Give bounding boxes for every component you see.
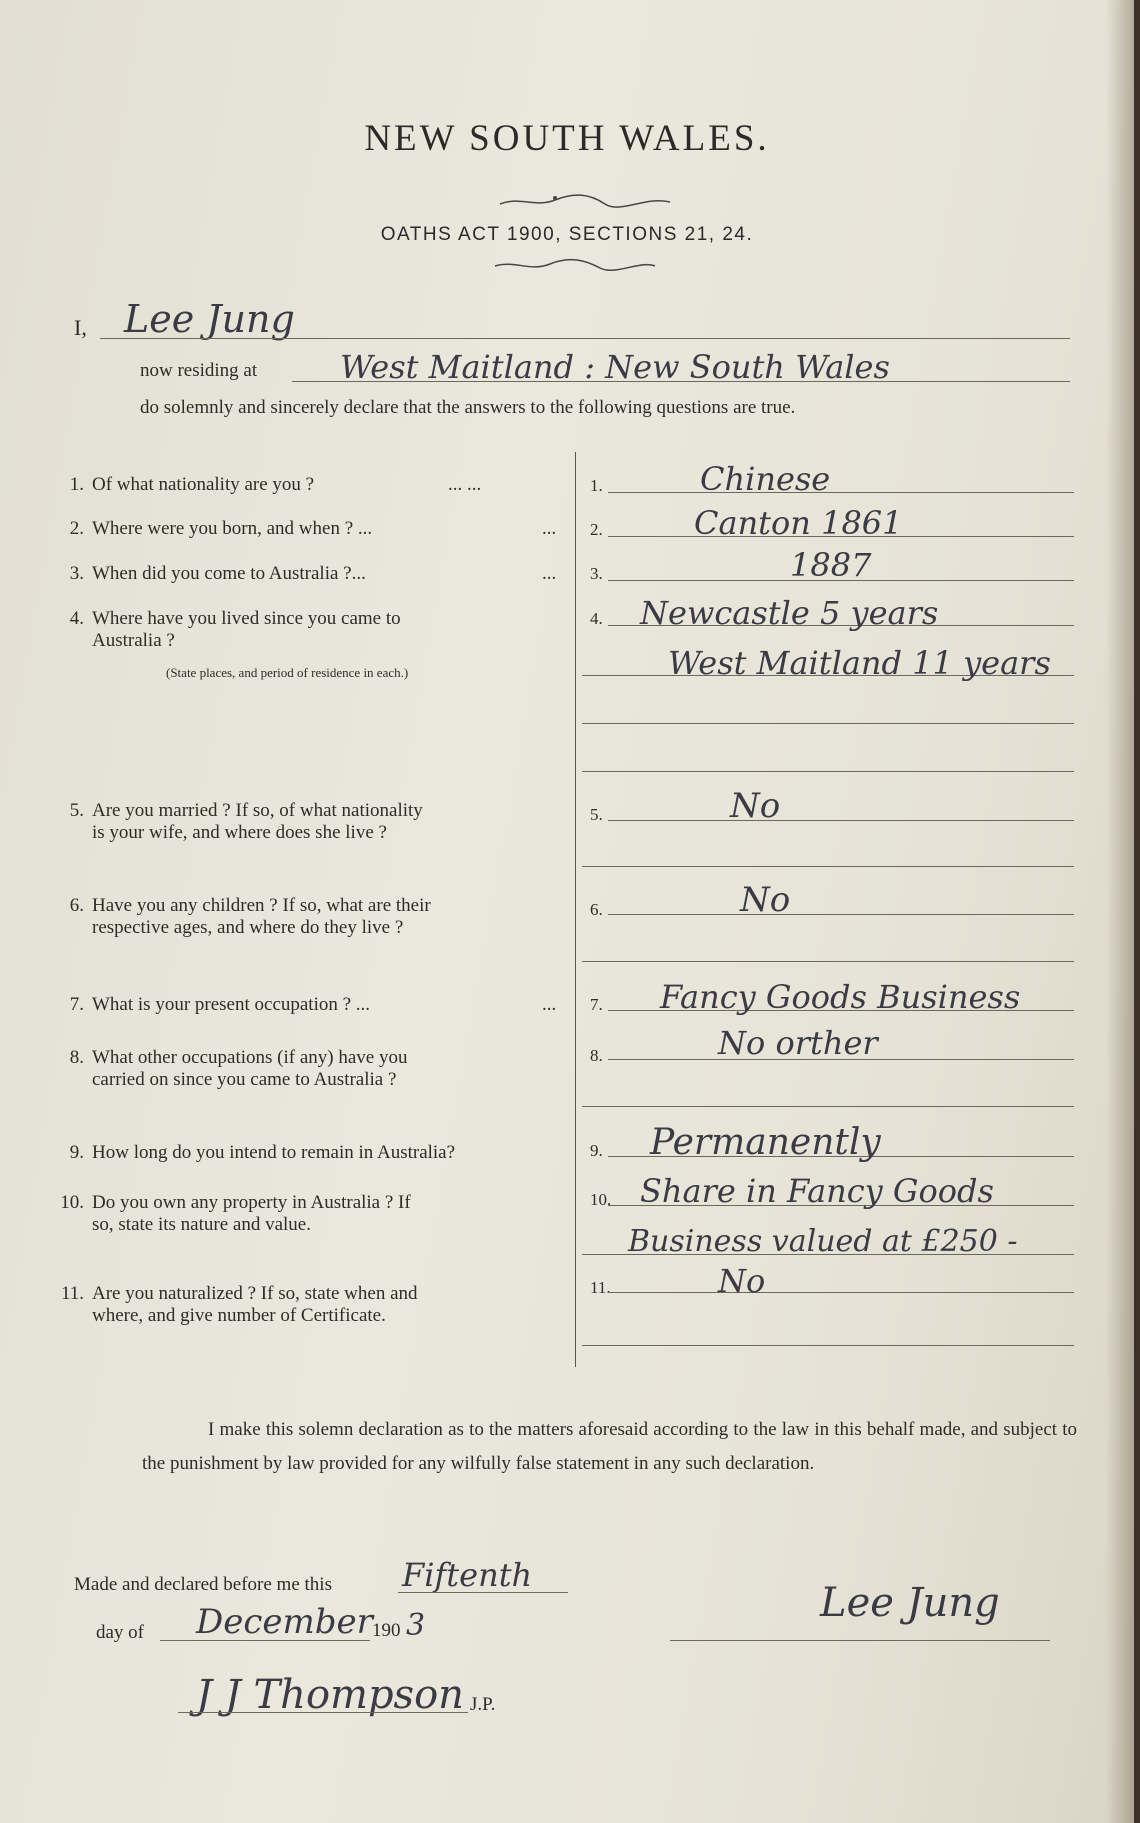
answer-10b: Business valued at £250 - [628, 1224, 1018, 1259]
page-edge-shadow [1106, 0, 1134, 1823]
question-9: 9. How long do you intend to remain in Australia? [69, 1142, 456, 1163]
declaration-intro: do solemnly and sincerely declare that the answers to the following questions are true. [140, 397, 796, 418]
question-3: 3. When did you come to Australia ?... ... [69, 563, 557, 584]
answer-line-6 [608, 914, 1074, 915]
question-5: 5. Are you married ? If so, of what nationality is your wife, and where does she live ? [69, 800, 423, 843]
answer-number-6: 6. [590, 900, 603, 919]
day-of-label: day of [96, 1622, 145, 1643]
day-value: Fiftenth [402, 1556, 533, 1594]
question-6: 6. Have you any children ? If so, what are their respective ages, and where do they live ? [69, 895, 431, 938]
answer-10a: Share in Fancy Goods [640, 1172, 994, 1210]
document-title: NEW SOUTH WALES. [364, 118, 770, 159]
month-value: December [196, 1602, 373, 1642]
answer-number-2: 2. [590, 520, 603, 539]
month-line [160, 1640, 370, 1641]
answer-3: 1887 [790, 546, 872, 584]
answer-number-5: 5. [590, 805, 603, 824]
answer-8: No orther [718, 1024, 878, 1062]
answer-5: No [730, 786, 781, 826]
answer-2: Canton 1861 [694, 504, 903, 542]
question-10: 10. Do you own any property in Australia ? If so, state its nature and value. [60, 1192, 411, 1235]
year-digit: 3 [406, 1608, 426, 1643]
residence-line [292, 381, 1070, 382]
answer-number-7: 7. [590, 995, 603, 1014]
answer-number-1: 1. [590, 476, 603, 495]
answer-number-9: 9. [590, 1141, 603, 1160]
solemn-declaration-paragraph: I make this solemn declaration as to the matters aforesaid according to the law in this behalf made, and subject to the punishment by law provided for any wilfully false statement in any such declaration. [142, 1419, 1077, 1474]
question-1: 1. Of what nationality are you ? ... ... [69, 474, 482, 495]
answer-line-8b [582, 1106, 1074, 1107]
answer-4b: West Maitland 11 years [668, 644, 1051, 682]
made-declared-label: Made and declared before me this [74, 1574, 332, 1595]
answer-line-1 [608, 492, 1074, 493]
answer-number-10: 10. [590, 1190, 612, 1209]
answer-line-6b [582, 961, 1074, 962]
declarant-prefix: I, [74, 315, 87, 340]
answer-4a: Newcastle 5 years [640, 594, 939, 632]
answer-line-4d [582, 771, 1074, 772]
residence-value: West Maitland : New South Wales [340, 348, 890, 386]
answer-line-5 [608, 820, 1074, 821]
ornament-flourish-top [495, 190, 675, 214]
declarant-name: Lee Jung [124, 297, 295, 341]
day-line [398, 1592, 568, 1593]
answer-number-4: 4. [590, 609, 603, 628]
jp-signature: J J Thompson [196, 1672, 464, 1718]
question-4-note: (State places, and period of residence in each.) [166, 665, 409, 680]
answer-number-11: 11. [590, 1278, 611, 1297]
jp-label: J.P. [470, 1694, 496, 1715]
answer-line-5b [582, 866, 1074, 867]
answer-7: Fancy Goods Business [660, 978, 1021, 1016]
column-divider [575, 452, 576, 1367]
declarant-signature-line [670, 1640, 1050, 1641]
declarant-signature: Lee Jung [820, 1580, 1000, 1626]
answer-line-4c [582, 723, 1074, 724]
question-11: 11. Are you naturalized ? If so, state when and where, and give number of Certificate. [60, 1283, 418, 1326]
name-line [100, 338, 1070, 339]
question-2: 2. Where were you born, and when ? ... ... [69, 518, 557, 539]
answer-11: No [718, 1262, 766, 1300]
answer-1: Chinese [700, 460, 831, 498]
question-4: 4. Where have you lived since you came to Australia ? [69, 608, 401, 651]
answer-line-11b [582, 1345, 1074, 1346]
answer-number-8: 8. [590, 1046, 603, 1065]
ornament-flourish-bottom [490, 258, 660, 274]
question-8: 8. What other occupations (if any) have you carried on since you came to Australia ? [69, 1047, 408, 1090]
act-reference: OATHS ACT 1900, SECTIONS 21, 24. [380, 224, 754, 245]
answer-line-11 [608, 1292, 1074, 1293]
answer-9: Permanently [650, 1122, 881, 1163]
answer-6: No [740, 880, 791, 920]
residing-label: now residing at [140, 360, 258, 381]
year-prefix: 190 [372, 1620, 401, 1641]
answer-number-3: 3. [590, 564, 603, 583]
jp-signature-line [178, 1712, 468, 1713]
question-7: 7. What is your present occupation ? ... ... [69, 994, 557, 1015]
